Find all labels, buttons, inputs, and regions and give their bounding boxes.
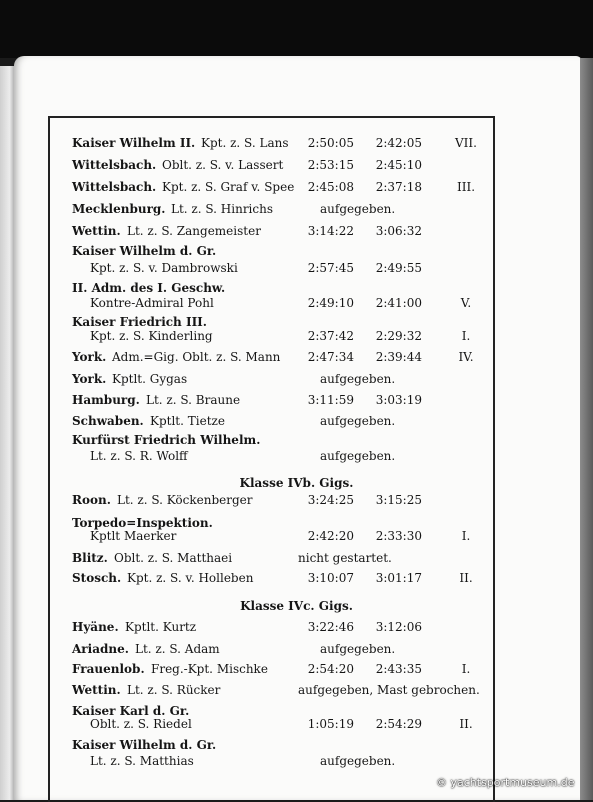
crew-name: Lt. z. S. Köckenberger <box>117 493 253 507</box>
ship-name: Kurfürst Friedrich Wilhelm. <box>72 433 261 447</box>
ship-name: Wittelsbach. <box>72 180 157 194</box>
placing: II. <box>459 571 473 585</box>
elapsed-time: 2:57:45 <box>307 261 354 275</box>
status-note: aufgegeben. <box>320 754 396 768</box>
corrected-time: 3:01:17 <box>375 571 422 585</box>
crew-name: Lt. z. S. Zangemeister <box>127 224 261 238</box>
table-row-continued <box>0 526 593 546</box>
crew-name: Kontre-Admiral Pohl <box>90 296 214 310</box>
corrected-time: 3:12:06 <box>375 620 422 634</box>
corrected-time: 3:06:32 <box>375 224 422 238</box>
crew-name: Kpt. z. S. Graf v. Spee <box>162 180 295 194</box>
table-row-continued <box>0 293 593 313</box>
crew-name: Adm.=Gig. Oblt. z. S. Mann <box>112 350 281 364</box>
placing: I. <box>461 329 471 343</box>
table-row <box>0 411 593 431</box>
corrected-time: 3:15:25 <box>375 493 422 507</box>
table-row-continued <box>0 258 593 278</box>
crew-name: Kptlt. Kurtz <box>125 620 197 634</box>
ship-name: Blitz. <box>72 551 108 565</box>
corrected-time: 2:29:32 <box>375 329 422 343</box>
ship-name: Hamburg. <box>72 393 140 407</box>
placing: VII. <box>455 136 477 150</box>
corrected-time: 2:39:44 <box>375 350 422 364</box>
elapsed-time: 3:11:59 <box>307 393 354 407</box>
crew-name: Kptlt Maerker <box>90 529 177 543</box>
crew-name: Lt. z. S. Rücker <box>127 683 221 697</box>
table-row-continued <box>0 751 593 771</box>
crew-name: Kptlt. Tietze <box>150 414 225 428</box>
ship-name: Schwaben. <box>72 414 144 428</box>
ship-name: Kaiser Wilhelm d. Gr. <box>72 244 217 258</box>
class-heading-text: Klasse IVc. Gigs. <box>240 599 353 613</box>
crew-name: Oblt. z. S. v. Lassert <box>162 158 284 172</box>
elapsed-time: 3:24:25 <box>307 493 354 507</box>
status-note: aufgegeben. <box>320 642 396 656</box>
status-note: aufgegeben. <box>320 202 396 216</box>
crew-name: Oblt. z. S. Riedel <box>90 717 192 731</box>
table-row <box>0 617 593 637</box>
ship-name: Kaiser Wilhelm d. Gr. <box>72 738 217 752</box>
elapsed-time: 2:49:10 <box>307 296 354 310</box>
table-row <box>0 680 593 700</box>
ship-name: II. Adm. des I. Geschw. <box>72 281 226 295</box>
corrected-time: 2:54:29 <box>375 717 422 731</box>
crew-name: Lt. z. S. R. Wolff <box>90 449 188 463</box>
class-heading <box>0 596 593 616</box>
crew-name: Kpt. z. S. Kinderling <box>90 329 213 343</box>
crew-name: Oblt. z. S. Matthaei <box>114 551 233 565</box>
ship-name: Mecklenburg. <box>72 202 166 216</box>
crew-name: Lt. z. S. Matthias <box>90 754 194 768</box>
table-row <box>0 568 593 588</box>
watermark: © yachtsportmuseum.de <box>436 776 575 789</box>
ship-name: Roon. <box>72 493 111 507</box>
corrected-time: 2:45:10 <box>375 158 422 172</box>
elapsed-time: 1:05:19 <box>307 717 354 731</box>
status-note: aufgegeben. <box>320 449 396 463</box>
class-heading-text: Klasse IVb. Gigs. <box>239 476 354 490</box>
ship-name: Wettin. <box>72 683 121 697</box>
placing: I. <box>461 529 471 543</box>
corrected-time: 2:37:18 <box>375 180 422 194</box>
table-row <box>0 548 593 568</box>
corrected-time: 2:43:35 <box>375 662 422 676</box>
crew-name: Lt. z. S. Hinrichs <box>171 202 274 216</box>
status-note: nicht gestartet. <box>298 551 392 565</box>
ship-name: Wettin. <box>72 224 121 238</box>
corrected-time: 2:33:30 <box>375 529 422 543</box>
table-row <box>0 369 593 389</box>
ship-name: Stosch. <box>72 571 122 585</box>
ship-name: Wittelsbach. <box>72 158 157 172</box>
elapsed-time: 2:37:42 <box>307 329 354 343</box>
table-row-continued <box>0 326 593 346</box>
crew-name: Lt. z. S. Braune <box>146 393 241 407</box>
crew-name: Kpt. z. S. v. Holleben <box>127 571 254 585</box>
crew-name: Freg.-Kpt. Mischke <box>151 662 268 676</box>
corrected-time: 2:49:55 <box>375 261 422 275</box>
elapsed-time: 2:47:34 <box>307 350 354 364</box>
ship-name: Hyäne. <box>72 620 119 634</box>
table-row-continued <box>0 714 593 734</box>
ship-name: York. <box>72 372 107 386</box>
elapsed-time: 2:50:05 <box>307 136 354 150</box>
crew-name: Kpt. z. S. v. Dambrowski <box>90 261 238 275</box>
corrected-time: 2:41:00 <box>375 296 422 310</box>
elapsed-time: 2:45:08 <box>307 180 354 194</box>
ship-name: Kaiser Friedrich III. <box>72 315 207 329</box>
table-row <box>0 199 593 219</box>
elapsed-time: 3:14:22 <box>307 224 354 238</box>
placing: IV. <box>458 350 474 364</box>
placing: III. <box>456 180 476 194</box>
crew-name: Lt. z. S. Adam <box>135 642 220 656</box>
elapsed-time: 2:42:20 <box>307 529 354 543</box>
corrected-time: 3:03:19 <box>375 393 422 407</box>
table-row <box>0 221 593 241</box>
crew-name: Kptlt. Gygas <box>112 372 188 386</box>
status-note: aufgegeben. <box>320 414 396 428</box>
table-row <box>0 347 593 367</box>
ship-name: Ariadne. <box>72 642 129 656</box>
placing: I. <box>461 662 471 676</box>
elapsed-time: 3:10:07 <box>307 571 354 585</box>
crew-name: Kpt. z. S. Lans <box>201 136 289 150</box>
elapsed-time: 2:53:15 <box>307 158 354 172</box>
table-row <box>0 133 593 153</box>
elapsed-time: 3:22:46 <box>307 620 354 634</box>
ship-name: York. <box>72 350 107 364</box>
table-row <box>0 639 593 659</box>
table-row <box>0 155 593 175</box>
table-row <box>0 390 593 410</box>
status-note: aufgegeben. <box>320 372 396 386</box>
ship-name: Torpedo=Inspektion. <box>72 516 213 530</box>
elapsed-time: 2:54:20 <box>307 662 354 676</box>
placing: V. <box>460 296 472 310</box>
status-note: aufgegeben, Mast gebrochen. <box>298 683 480 697</box>
table-row <box>0 659 593 679</box>
ship-name: Frauenlob. <box>72 662 145 676</box>
table-row-continued <box>0 446 593 466</box>
table-row <box>0 490 593 510</box>
corrected-time: 2:42:05 <box>375 136 422 150</box>
table-row <box>0 177 593 197</box>
ship-name: Kaiser Karl d. Gr. <box>72 704 190 718</box>
placing: II. <box>459 717 473 731</box>
ship-name: Kaiser Wilhelm II. <box>72 136 196 150</box>
